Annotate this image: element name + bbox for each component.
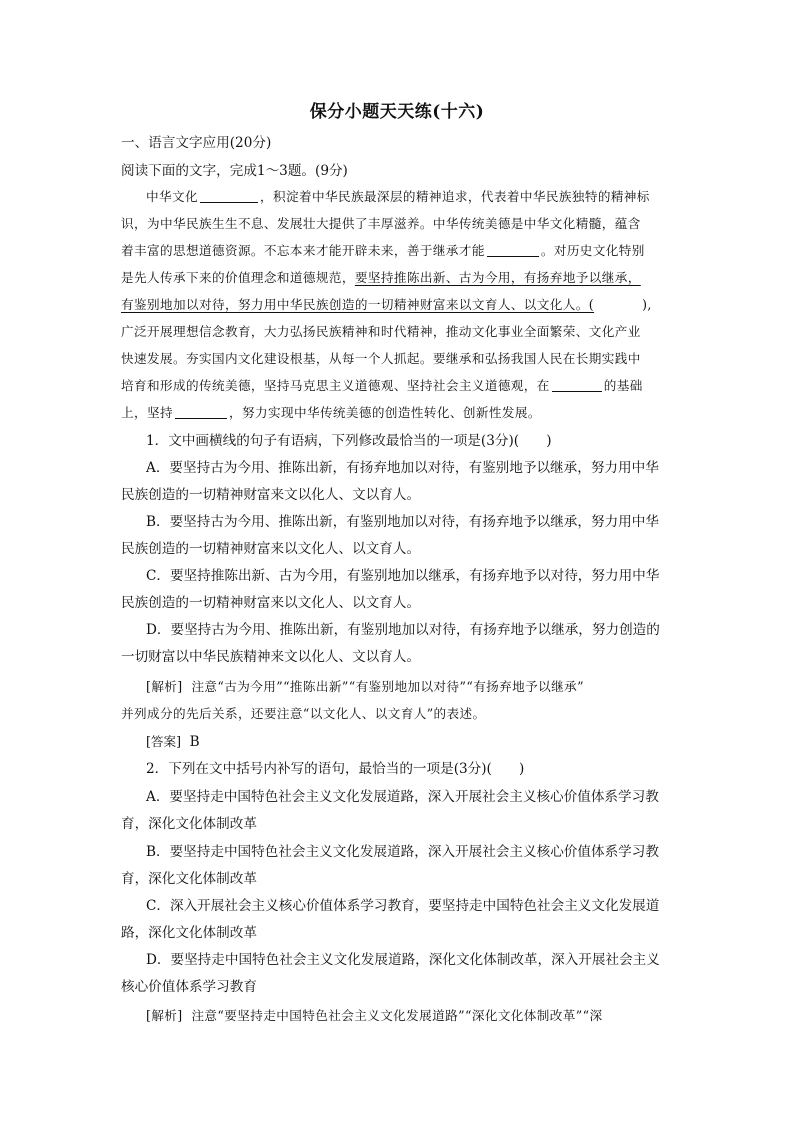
passage-text: 的基础 [603, 378, 643, 393]
answer-label: [答案] [146, 734, 182, 749]
q1-analysis [146, 678, 584, 696]
analysis-text: 注意“古为今用”“推陈出新”“有鉴别地加以对待”“有扬弃地予以继承” [191, 679, 584, 694]
passage-text: ，努力实现中华传统美德的创造性转化、创新性发展。 [228, 405, 541, 420]
q2-option-b: B．要坚持走中国特色社会主义文化发展道路，深入开展社会主义核心价值体系学习教 [146, 844, 659, 860]
q2-option-a: A．要坚持走中国特色社会主义文化发展道路，深入开展社会主义核心价值体系学习教 [146, 789, 659, 805]
answer-value: B [189, 734, 200, 750]
passage-text: 培育和形成的传统美德，坚持马克思主义道德观、坚持社会主义道德观，在 [121, 378, 550, 393]
q2-option-c: C．深入开展社会主义核心价值体系学习教育，要坚持走中国特色社会主义文化发展道 [146, 898, 660, 914]
q1-option-c-cont: 民族创造的一切精神财富来以文化人、以文育人。 [121, 595, 421, 611]
analysis-label: [解析] [146, 1008, 183, 1023]
q2-option-c-cont: 路，深化文化体制改革 [121, 925, 257, 941]
page-title: 保分小题天天练(十六) [309, 102, 485, 122]
underlined-sentence: 有鉴别地加以对待，努力用中华民族创造的一切精神财富来以文育人、以文化人。( [121, 297, 595, 312]
section-heading: 一、语言文字应用(20分) [121, 135, 272, 151]
q1-answer [146, 733, 200, 751]
passage-line-5 [121, 296, 652, 314]
fill-blank [552, 379, 602, 392]
underlined-sentence: 要坚持推陈出新、古为今用，有扬弃地予以继承， [354, 270, 641, 285]
passage-text: ), [642, 297, 652, 312]
q2-option-a-cont: 育，深化文化体制改革 [121, 816, 257, 832]
passage-text: 中华文化 [146, 189, 198, 204]
passage-line-6: 广泛开展理想信念教育，大力弘扬民族精神和时代精神，推动文化事业全面繁荣、文化产业 [121, 324, 641, 339]
q1-option-b: B．要坚持古为今用、推陈出新，有鉴别地加以对待，有扬弃地予以继承，努力用中华 [146, 514, 659, 530]
question-1-stem: 1．文中画横线的句子有语病，下列修改最恰当的一项是(3分)( ) [146, 433, 552, 449]
q1-option-a: A．要坚持古为今用、推陈出新，有扬弃地加以对待，有鉴别地予以继承，努力用中华 [146, 460, 659, 476]
fill-blank [487, 244, 539, 257]
passage-line-1 [146, 188, 650, 206]
passage-text: 上，坚持 [121, 405, 173, 420]
q1-option-d: D．要坚持古为今用、推陈出新，有鉴别地加以对待，有扬弃地予以继承，努力创造的 [146, 622, 660, 638]
analysis-label: [解析] [146, 679, 183, 694]
q2-option-d-cont: 核心价值体系学习教育 [121, 979, 257, 995]
fill-blank [175, 406, 227, 419]
passage-line-9 [121, 404, 541, 422]
passage-text: 着丰富的思想道德资源。不忘本来才能开辟未来，善于继承才能 [121, 243, 485, 258]
passage-line-4 [121, 269, 641, 287]
reading-instruction: 阅读下面的文字，完成1～3题。(9分) [121, 163, 348, 179]
fill-blank [200, 190, 258, 203]
passage-line-7: 快速发展。夯实国内文化建设根基，从每一个人抓起。要继承和弘扬我国人民在长期实践中 [121, 351, 641, 366]
passage-line-3 [121, 242, 645, 260]
q1-option-b-cont: 民族创造的一切精神财富来以文化人、以文育人。 [121, 541, 421, 557]
q1-option-c: C．要坚持推陈出新、古为今用，有鉴别地加以继承，有扬弃地予以对待，努力用中华 [146, 568, 660, 584]
q2-option-d: D．要坚持走中国特色社会主义文化发展道路，深化文化体制改革，深入开展社会主义 [146, 952, 660, 968]
passage-line-2: 识，为中华民族生生不息、发展壮大提供了丰厚滋养。中华传统美德是中华文化精髓，蕴含 [121, 216, 641, 231]
q1-analysis-cont: 并列成分的先后关系，还要注意“以文化人、以文育人”的表述。 [121, 706, 486, 721]
passage-line-8 [121, 377, 643, 395]
analysis-text: 注意“要坚持走中国特色社会主义文化发展道路”“深化文化体制改革”“深 [191, 1008, 603, 1023]
q2-option-b-cont: 育，深化文化体制改革 [121, 871, 257, 887]
q1-option-d-cont: 一切财富以中华民族精神来文以化人、文以育人。 [121, 649, 421, 665]
q1-option-a-cont: 民族创造的一切精神财富来文以化人、文以育人。 [121, 487, 421, 503]
question-2-stem: 2．下列在文中括号内补写的语句，最恰当的一项是(3分)( ) [146, 761, 525, 777]
passage-text: ，积淀着中华民族最深层的精神追求，代表着中华民族独特的精神标 [259, 189, 650, 204]
passage-text: 。对历史文化特别 [540, 243, 645, 258]
q2-analysis [146, 1007, 602, 1025]
passage-text: 是先人传承下来的价值理念和道德规范， [121, 270, 355, 285]
